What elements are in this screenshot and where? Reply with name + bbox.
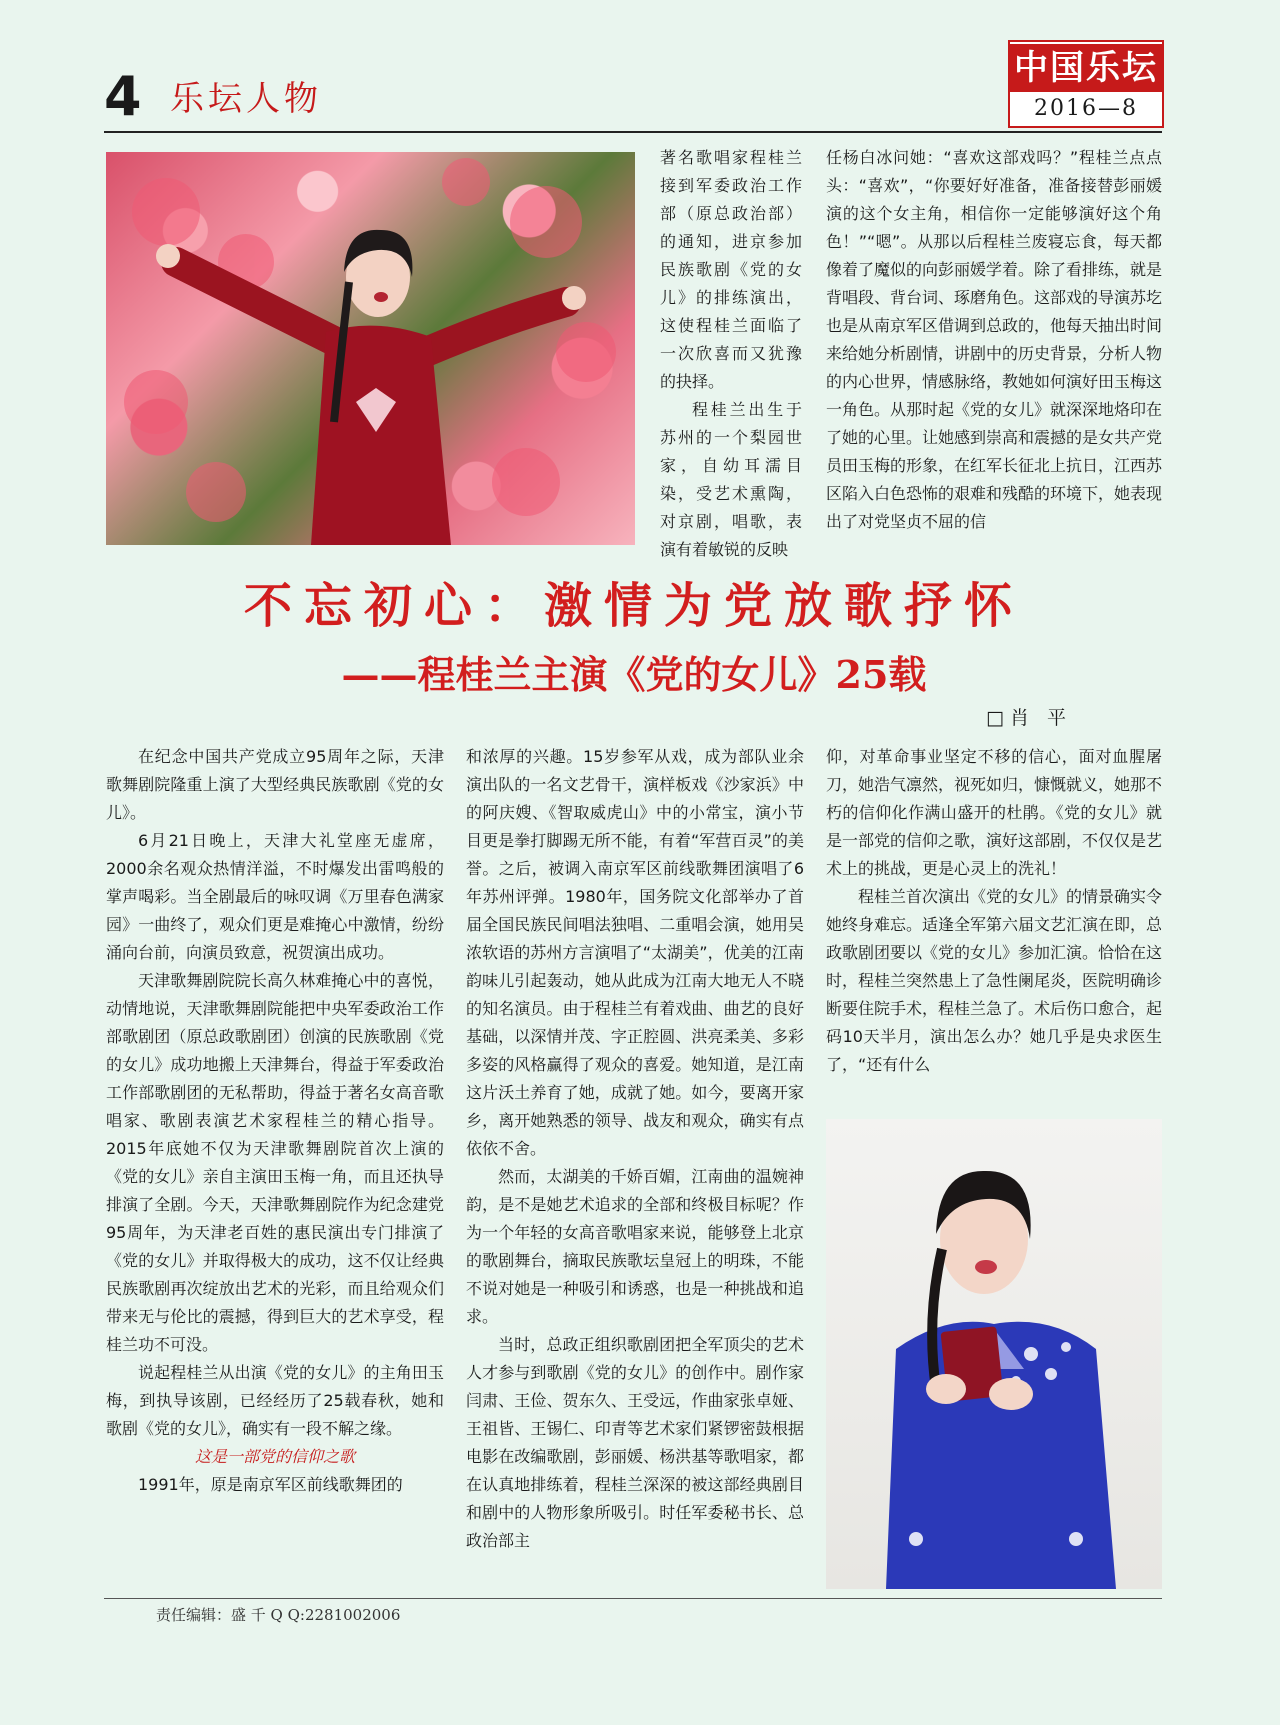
section-subheading: 这是一部党的信仰之歌 xyxy=(194,1447,355,1466)
page-number: 4 xyxy=(104,65,142,128)
right-para-1: 仰，对革命事业坚定不移的信心，面对血腥屠刀，她浩气凛然，视死如归，慷慨就义，她那不朽的信仰化作满山盛开的杜鹃。《党的女儿》就是一部党的信仰之歌，演好这部剧，不仅仅是艺术上的挑战，更是心灵上的洗礼！ xyxy=(826,747,1163,878)
singer-photo-red xyxy=(106,152,635,545)
body-column-right xyxy=(826,743,1162,1079)
article-title: 不忘初心：激情为党放歌抒怀 xyxy=(243,578,1024,634)
top-col2-para-1: 任杨白冰问她：“喜欢这部戏吗？”程桂兰点点头：“喜欢”，“你要好好准备，准备接替彭丽媛演的这个女主角，相信你一定能够演好这个角色！”“嗯”。从那以后程桂兰废寝忘食，每天都像着了魔似的向彭丽媛学着。除了看排练，就是背唱段、背台词、琢磨角色。这部戏的导演苏圪也是从南京军区借调到总政的，他每天抽出时间来给她分析剧情，讲剧中的历史背景，分析人物的内心世界，情感脉络，教她如何演好田玉梅这一角色。从那时起《党的女儿》就深深地烙印在了她的心里。让她感到崇高和震撼的是女共产党员田玉梅的形象，在红军长征北上抗日，江西苏区陷入白色恐怖的艰难和残酷的环境下，她表现出了对党坚贞不屈的信 xyxy=(826,148,1163,531)
issue-number: 2016—8 xyxy=(1034,96,1138,121)
footer-rule xyxy=(104,1598,1162,1599)
top-column-1 xyxy=(660,144,802,564)
left-para-1: 在纪念中国共产党成立95周年之际，天津歌舞剧院隆重上演了大型经典民族歌剧《党的女儿》。 xyxy=(106,747,444,822)
mid-para-3: 当时，总政正组织歌剧团把全军顶尖的艺术人才参与到歌剧《党的女儿》的创作中。剧作家闫肃、王俭、贺东久、王受远，作曲家张卓娅、王祖皆、王锡仁、印青等艺术家们紧锣密鼓根据电影在改编歌剧，彭丽媛、杨洪基等歌唱家，都在认真地排练着，程桂兰深深的被这部经典剧目和剧中的人物形象所吸引。时任军委秘书长、总政治部主 xyxy=(466,1335,804,1550)
mid-para-1: 和浓厚的兴趣。15岁参军从戏，成为部队业余演出队的一名文艺骨干，演样板戏《沙家浜》中的阿庆嫂、《智取威虎山》中的小常宝，演小节目更是拳打脚踢无所不能，有着“军营百灵”的美誉。之后，被调入南京军区前线歌舞团演唱了6年苏州评弹。1980年，国务院文化部举办了首届全国民族民间唱法独唱、二重唱会演，她用吴浓软语的苏州方言演唱了“太湖美”，优美的江南韵味儿引起轰动，她从此成为江南大地无人不晓的知名演员。由于程桂兰有着戏曲、曲艺的良好基础，以深情并茂、字正腔圆、洪亮柔美、多彩多姿的风格赢得了观众的喜爱。她知道，是江南这片沃土养育了她，成就了她。如今，要离开家乡，离开她熟悉的领导、战友和观众，确实有点依依不舍。 xyxy=(466,747,804,1158)
article-byline: □肖 平 xyxy=(986,707,1072,729)
left-para-4: 说起程桂兰从出演《党的女儿》的主角田玉梅，到执导该剧，已经经历了25载春秋，她和歌剧《党的女儿》，确实有一段不解之缘。 xyxy=(106,1363,444,1438)
top-col1-para-2: 程桂兰出生于苏州的一个梨园世家，自幼耳濡目染，受艺术熏陶，对京剧，唱歌，表演有着敏锐的反映 xyxy=(660,400,802,559)
left-para-5: 1991年，原是南京军区前线歌舞团的 xyxy=(138,1475,403,1494)
body-column-left xyxy=(106,743,444,1499)
singer-red-illustration xyxy=(106,152,635,545)
body-column-middle xyxy=(466,743,804,1555)
magazine-logo-text: 中国乐坛 xyxy=(1010,44,1162,92)
section-title: 乐坛人物 xyxy=(170,79,322,119)
mid-para-2: 然而，太湖美的千娇百媚，江南曲的温婉神韵，是不是她艺术追求的全部和终极目标呢？作为一个年轻的女高音歌唱家来说，能够登上北京的歌剧舞台，摘取民族歌坛皇冠上的明珠，不能不说对她是一种吸引和诱惑，也是一种挑战和追求。 xyxy=(466,1167,804,1326)
right-para-2: 程桂兰首次演出《党的女儿》的情景确实令她终身难忘。适逢全军第六届文艺汇演在即，总政歌剧团要以《党的女儿》参加汇演。恰恰在这时，程桂兰突然患上了急性阑尾炎，医院明确诊断要住院手术，程桂兰急了。术后伤口愈合，起码10天半月，演出怎么办？她几乎是央求医生了，“还有什么 xyxy=(826,887,1163,1074)
singer-blue-illustration xyxy=(826,1119,1162,1589)
article-subtitle: ——程桂兰主演《党的女儿》25载 xyxy=(341,652,927,697)
top-col1-para-1: 著名歌唱家程桂兰接到军委政治工作部（原总政治部）的通知，进京参加民族歌剧《党的女儿》的排练演出，这使程桂兰面临了一次欣喜而又犹豫的抉择。 xyxy=(660,148,802,391)
editor-credit: 责任编辑：盛 千 Q Q:2281002006 xyxy=(156,1606,401,1624)
top-column-2 xyxy=(826,144,1162,536)
singer-photo-blue xyxy=(826,1119,1162,1589)
header-rule xyxy=(104,131,1162,133)
left-para-3: 天津歌舞剧院院长高久林难掩心中的喜悦，动情地说，天津歌舞剧院能把中央军委政治工作部歌剧团（原总政歌剧团）创演的民族歌剧《党的女儿》成功地搬上天津舞台，得益于军委政治工作部歌剧团的无私帮助，得益于著名女高音歌唱家、歌剧表演艺术家程桂兰的精心指导。2015年底她不仅为天津歌舞剧院首次上演的《党的女儿》亲自主演田玉梅一角，而且还执导排演了全剧。今天，天津歌舞剧院作为纪念建党95周年，为天津老百姓的惠民演出专门排演了《党的女儿》并取得极大的成功，这不仅让经典民族歌剧再次绽放出艺术的光彩，而且给观众们带来无与伦比的震撼，得到巨大的艺术享受，程桂兰功不可没。 xyxy=(106,971,444,1354)
magazine-logo xyxy=(1008,40,1164,128)
left-para-2: 6月21日晚上，天津大礼堂座无虚席，2000余名观众热情洋溢，不时爆发出雷鸣般的掌声喝彩。当全剧最后的咏叹调《万里春色满家园》一曲终了，观众们更是难掩心中激情，纷纷涌向台前，向演员致意，祝贺演出成功。 xyxy=(106,831,444,962)
